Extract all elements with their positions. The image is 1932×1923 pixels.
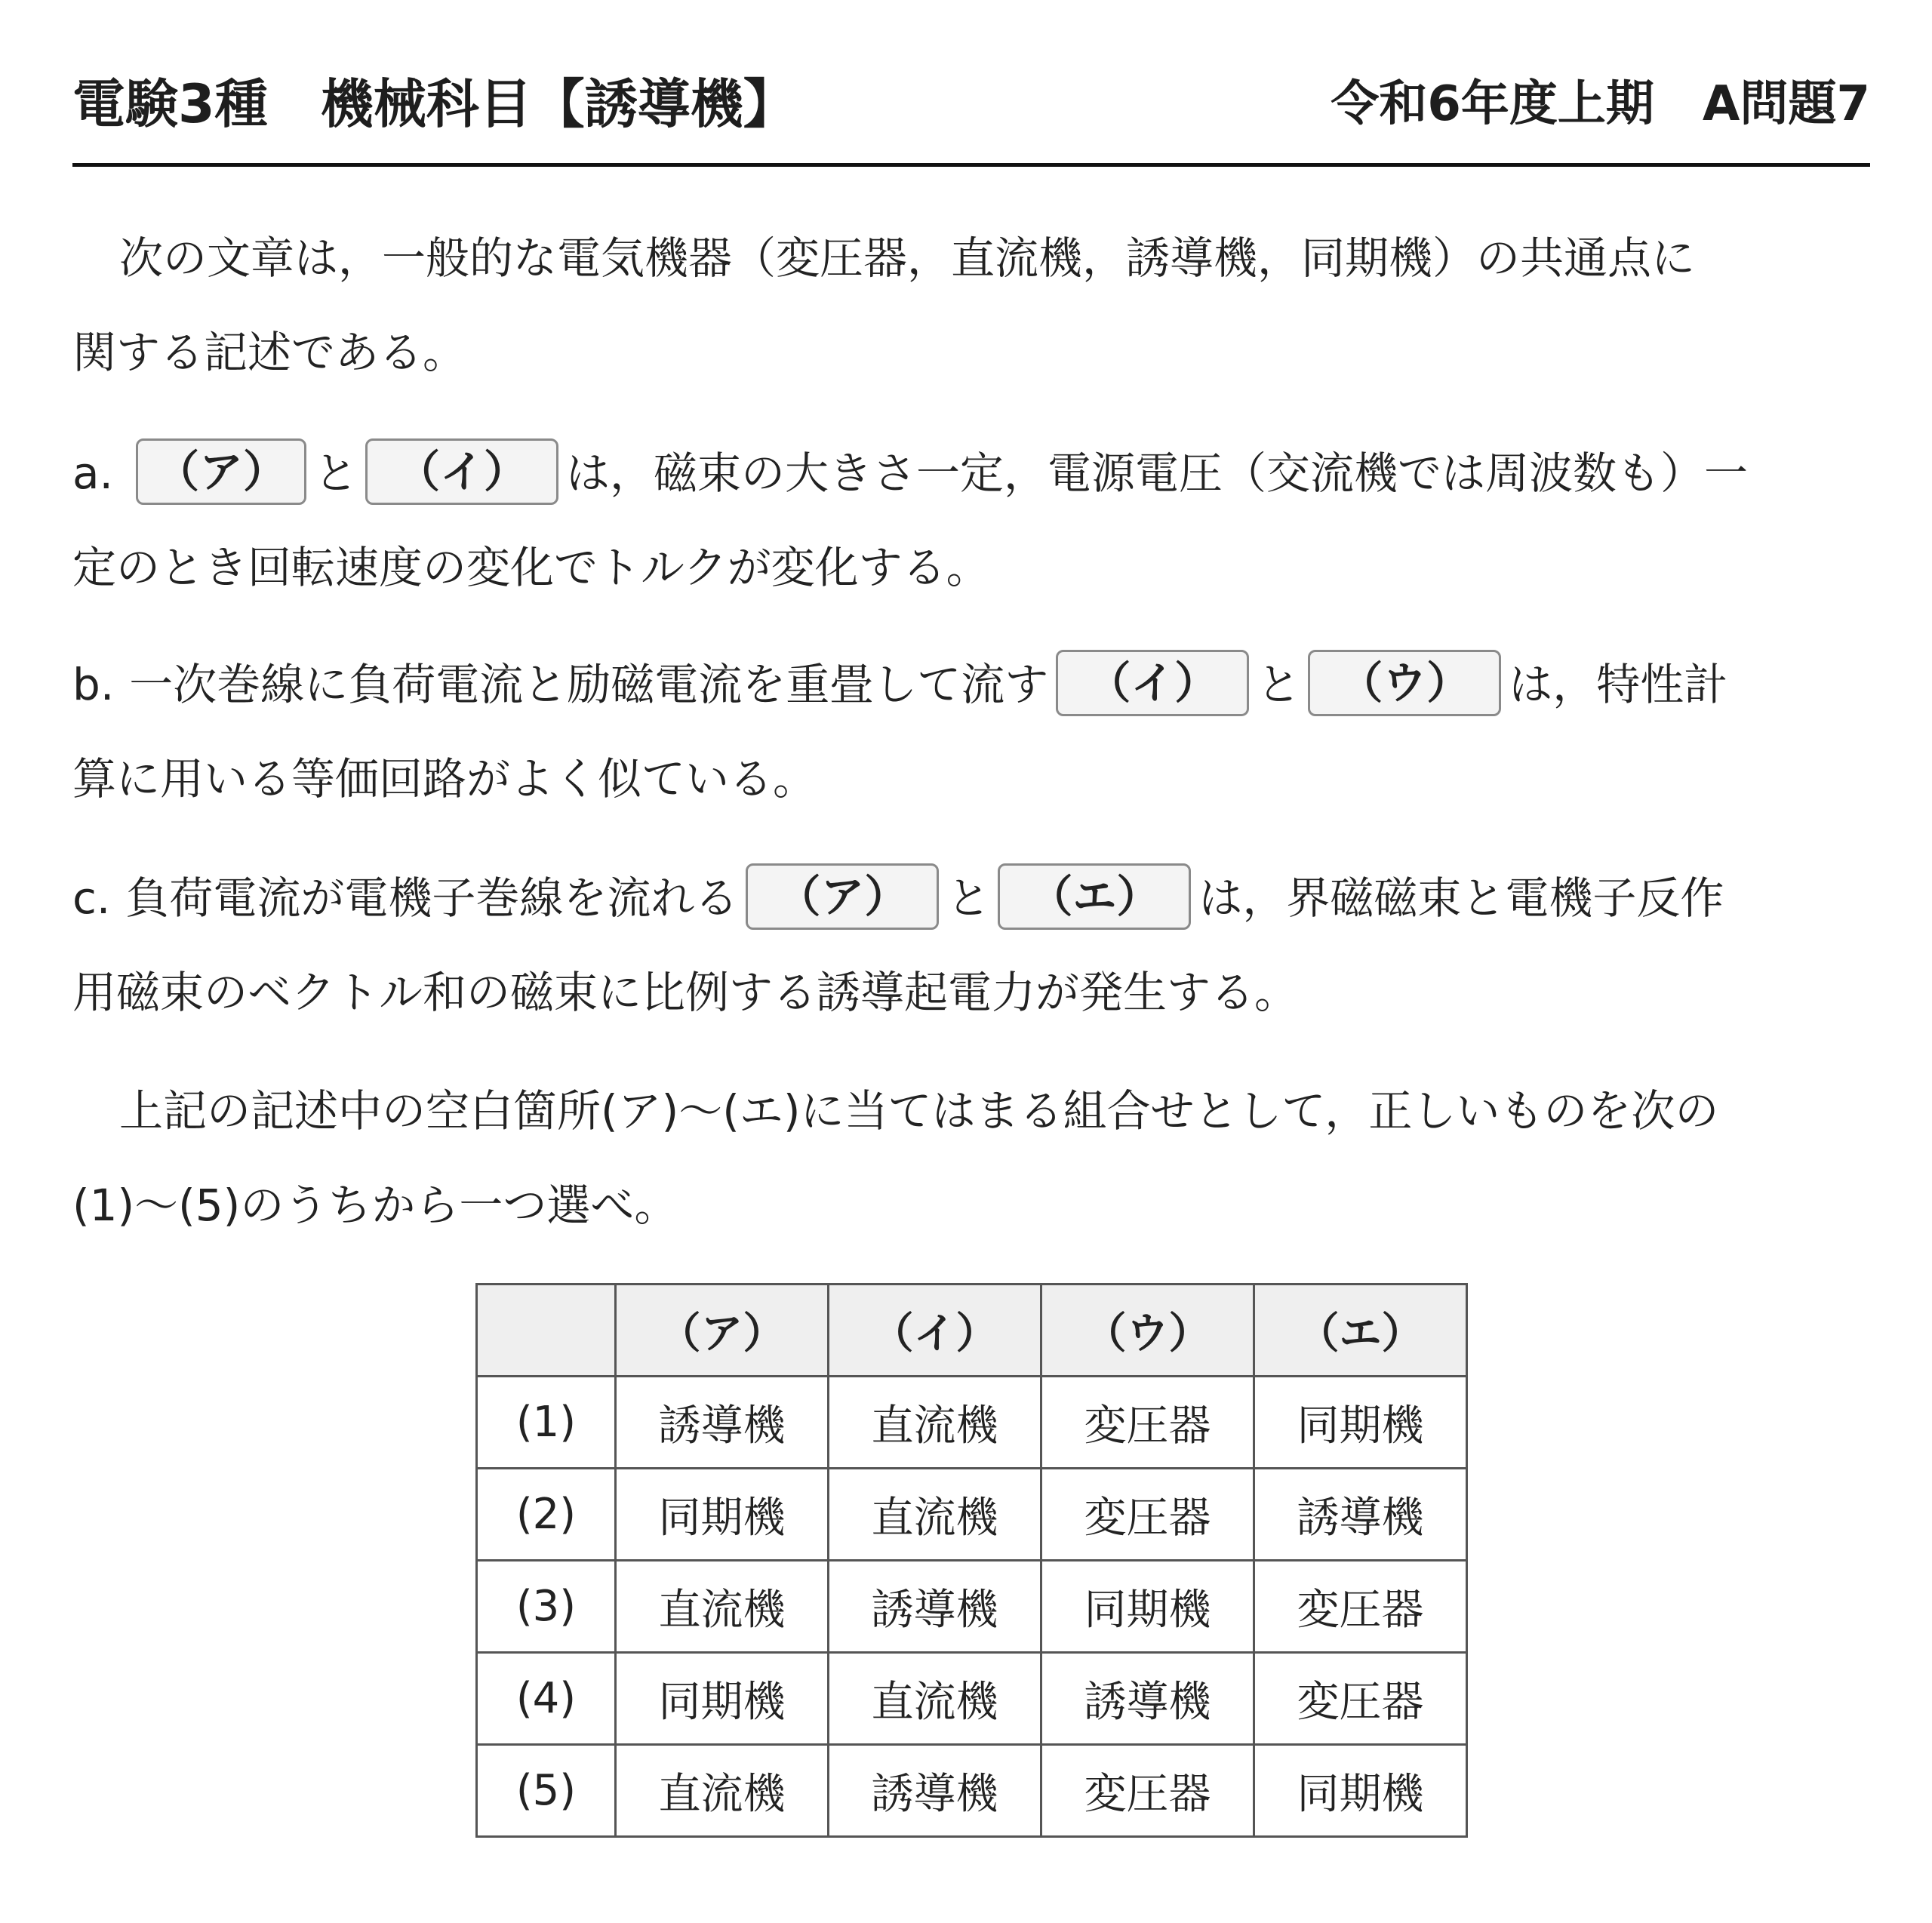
statement-b-line-2: 算に用いる等価回路がよく似ている。 xyxy=(72,753,817,805)
table-cell: 誘導機 xyxy=(829,1561,1041,1653)
choice-number: (2) xyxy=(477,1469,616,1561)
statement-c-join: と xyxy=(946,872,991,924)
statement-c-lead: 負荷電流が電機子巻線を流れる xyxy=(125,872,739,924)
statement-a-label: a. xyxy=(72,448,113,499)
table-cell: 変圧器 xyxy=(1041,1469,1254,1561)
table-cell: 同期機 xyxy=(616,1469,829,1561)
table-cell: 変圧器 xyxy=(1254,1561,1467,1653)
statement-a xyxy=(72,426,1870,615)
table-cell: 変圧器 xyxy=(1254,1653,1467,1745)
statement-b xyxy=(72,638,1870,826)
blank-e: （エ） xyxy=(998,863,1191,930)
table-cell: 誘導機 xyxy=(829,1745,1041,1837)
choice-number: (5) xyxy=(477,1745,616,1837)
statement-a-line-1 xyxy=(72,426,1870,521)
table-row xyxy=(477,1377,1467,1469)
exam-label: 令和6年度上期 A問題7 xyxy=(1331,76,1870,132)
statement-c-line-2: 用磁束のベクトル和の磁束に比例する誘導起電力が発生する。 xyxy=(72,967,1299,1018)
table-cell: 変圧器 xyxy=(1041,1377,1254,1469)
table-header-row xyxy=(477,1285,1467,1377)
table-cell: 直流機 xyxy=(829,1653,1041,1745)
page-title: 電験3種 機械科目【誘導機】 xyxy=(72,72,796,135)
statement-c-label: c. xyxy=(72,872,111,924)
header-divider xyxy=(72,163,1870,167)
intro-line-1: 次の文章は，一般的な電気機器（変圧器，直流機，誘導機，同期機）の共通点に xyxy=(119,232,1696,284)
table-cell: 同期機 xyxy=(1254,1377,1467,1469)
statement-b-rest: は，特性計 xyxy=(1509,659,1728,710)
table-cell: 直流機 xyxy=(829,1469,1041,1561)
choice-number: (3) xyxy=(477,1561,616,1653)
table-cell: 直流機 xyxy=(616,1561,829,1653)
table-cell: 同期機 xyxy=(1254,1745,1467,1837)
intro-paragraph xyxy=(72,211,1870,400)
table-header-cell: （ア） xyxy=(616,1285,829,1377)
statement-c-line-1 xyxy=(72,851,1870,946)
answer-table xyxy=(475,1283,1468,1838)
table-header-cell: （エ） xyxy=(1254,1285,1467,1377)
blank-a: （ア） xyxy=(746,863,939,930)
blank-u: （ウ） xyxy=(1308,650,1501,716)
table-cell: 誘導機 xyxy=(1041,1653,1254,1745)
table-cell: 直流機 xyxy=(616,1745,829,1837)
question-line-1: 上記の記述中の空白箇所(ア)～(エ)に当てはまる組合せとして，正しいものを次の xyxy=(119,1085,1719,1137)
table-cell: 同期機 xyxy=(616,1653,829,1745)
table-header-cell: （イ） xyxy=(829,1285,1041,1377)
statement-b-label: b. xyxy=(72,659,115,710)
table-cell: 誘導機 xyxy=(1254,1469,1467,1561)
statement-a-rest: は，磁束の大きさ一定，電源電圧（交流機では周波数も）一 xyxy=(566,448,1749,499)
table-cell: 誘導機 xyxy=(616,1377,829,1469)
table-cell: 変圧器 xyxy=(1041,1745,1254,1837)
table-header-cell: （ウ） xyxy=(1041,1285,1254,1377)
table-row xyxy=(477,1561,1467,1653)
table-cell: 同期機 xyxy=(1041,1561,1254,1653)
blank-i: （イ） xyxy=(365,438,558,505)
table-row xyxy=(477,1653,1467,1745)
statement-b-join: と xyxy=(1257,659,1301,710)
intro-line-2: 関する記述である。 xyxy=(72,327,467,378)
blank-i: （イ） xyxy=(1056,650,1249,716)
problem-page xyxy=(72,0,1870,1923)
choice-number: (4) xyxy=(477,1653,616,1745)
blank-a: （ア） xyxy=(136,438,306,505)
statement-b-lead: 一次巻線に負荷電流と励磁電流を重畳して流す xyxy=(129,659,1049,710)
statement-a-join: と xyxy=(313,448,358,499)
question-line-2: (1)～(5)のうちから一つ選べ。 xyxy=(72,1180,678,1231)
table-row xyxy=(477,1469,1467,1561)
statement-c-rest: は，界磁磁束と電機子反作 xyxy=(1198,872,1724,924)
page-header xyxy=(72,63,1870,136)
choice-number: (1) xyxy=(477,1377,616,1469)
table-row xyxy=(477,1745,1467,1837)
statement-c xyxy=(72,851,1870,1040)
statement-b-line-1 xyxy=(72,638,1870,732)
table-cell: 直流機 xyxy=(829,1377,1041,1469)
statement-a-line-2: 定のとき回転速度の変化でトルクが変化する。 xyxy=(72,542,990,593)
table-header-cell xyxy=(477,1285,616,1377)
question-paragraph xyxy=(72,1064,1870,1253)
